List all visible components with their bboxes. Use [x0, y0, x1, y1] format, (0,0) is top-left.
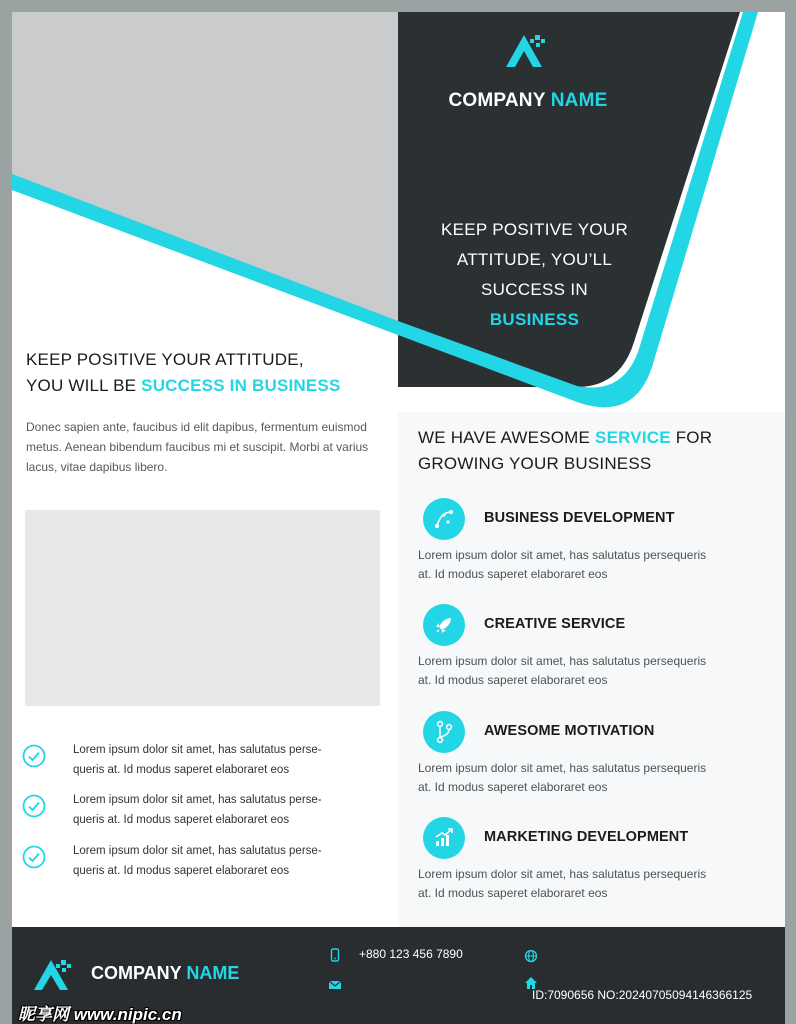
dark-panel-slogan [417, 215, 652, 335]
services-heading-line-2: GROWING YOUR BUSINESS [418, 454, 652, 473]
checklist-text [73, 790, 333, 830]
service-desc-line-2: at. Id modus saperet elaboraret eos [418, 567, 608, 581]
left-heading-line-2 [26, 373, 396, 399]
checklist-line-2: queris at. Id modus saperet elaboraret eos [73, 865, 290, 877]
slogan-line-1: KEEP POSITIVE YOUR [440, 220, 629, 239]
check-circle-icon [22, 845, 46, 869]
service-desc-line-1: Lorem ipsum dolor sit amet, has salutatus persequeris [418, 654, 707, 668]
checklist-line-1: Lorem ipsum dolor sit amet, has salutatus perse- [73, 744, 322, 756]
service-title: MARKETING DEVELOPMENT [484, 829, 689, 845]
company-name-top [398, 90, 658, 112]
chart-growth-icon [423, 817, 465, 859]
service-title: CREATIVE SERVICE [484, 616, 626, 632]
gray-photo-area [12, 12, 398, 335]
rocket-icon [423, 604, 465, 646]
image-placeholder [25, 510, 380, 706]
phone-number: +880 123 456 7890 [359, 947, 463, 961]
service-description [418, 652, 748, 690]
service-title: BUSINESS DEVELOPMENT [484, 510, 675, 526]
service-description [418, 546, 748, 584]
services-heading [418, 425, 768, 477]
checklist-line-2: queris at. Id modus saperet elaboraret eos [73, 764, 290, 776]
service-desc-line-2: at. Id modus saperet elaboraret eos [418, 780, 608, 794]
phone-icon [328, 948, 342, 962]
services-heading-plain-1: WE HAVE AWESOME [418, 428, 591, 447]
service-description [418, 759, 748, 797]
checklist-item [22, 841, 362, 881]
checklist-line-1: Lorem ipsum dolor sit amet, has salutatus perse- [73, 845, 322, 857]
checklist-text [73, 740, 333, 780]
checklist-line-2: queris at. Id modus saperet elaboraret eos [73, 814, 290, 826]
service-desc-line-1: Lorem ipsum dolor sit amet, has salutatus persequeris [418, 548, 707, 562]
company-name-footer [91, 963, 239, 984]
company-name-part2: NAME [186, 963, 240, 983]
slogan-highlight: BUSINESS [489, 310, 580, 329]
globe-icon [524, 949, 538, 963]
checklist-item [22, 740, 362, 780]
checklist-text [73, 841, 333, 881]
watermark-site: 昵享网 www.nipic.cn [18, 1005, 182, 1024]
service-desc-line-1: Lorem ipsum dolor sit amet, has salutatus persequeris [418, 761, 707, 775]
git-branch-icon [423, 711, 465, 753]
left-heading-highlight: SUCCESS IN BUSINESS [141, 376, 341, 395]
company-name-part1: COMPANY [448, 90, 546, 111]
intro-paragraph: Donec sapien ante, faucibus id elit dapibus, fermentum euismod metus. Aenean bibendum faucibus mi et suscipit. Morbi at varius lacus, vitae dapibus libero. [26, 420, 369, 474]
services-heading-plain-2: FOR [675, 428, 713, 447]
checklist-item [22, 790, 362, 830]
company-name-part2: NAME [550, 90, 608, 111]
left-heading [26, 347, 396, 399]
company-name-part1: COMPANY [91, 963, 182, 983]
service-desc-line-2: at. Id modus saperet elaboraret eos [418, 886, 608, 900]
check-circle-icon [22, 794, 46, 818]
service-item-marketing-development [418, 817, 768, 907]
mail-icon [328, 978, 342, 992]
checklist-line-1: Lorem ipsum dolor sit amet, has salutatus perse- [73, 794, 322, 806]
pen-tool-icon [423, 498, 465, 540]
service-desc-line-1: Lorem ipsum dolor sit amet, has salutatus persequeris [418, 867, 707, 881]
slogan-line-2: ATTITUDE, YOU’LL [456, 250, 613, 269]
company-logo-footer [34, 958, 80, 992]
left-heading-line-1: KEEP POSITIVE YOUR ATTITUDE, [26, 350, 304, 369]
service-item-business-development [418, 498, 768, 588]
service-item-awesome-motivation [418, 711, 768, 801]
service-item-creative-service [418, 604, 768, 694]
left-heading-plain: YOU WILL BE [26, 376, 137, 395]
service-desc-line-2: at. Id modus saperet elaboraret eos [418, 673, 608, 687]
check-circle-icon [22, 744, 46, 768]
service-description [418, 865, 748, 903]
slogan-line-3: SUCCESS IN [481, 280, 588, 299]
services-heading-line-1 [418, 425, 768, 451]
watermark-id: ID:7090656 NO:20240705094146366125 [532, 988, 753, 1002]
services-heading-highlight: SERVICE [595, 428, 671, 447]
flyer-page [12, 12, 785, 1024]
service-title: AWESOME MOTIVATION [484, 723, 655, 739]
